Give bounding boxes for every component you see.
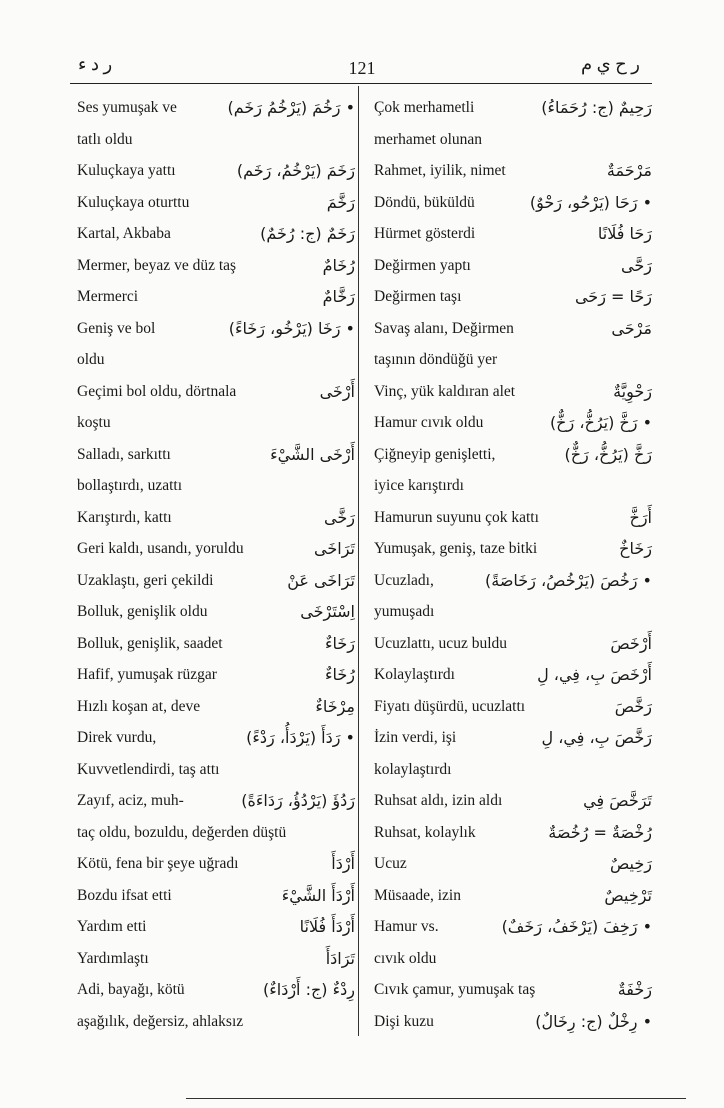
turkish-definition: İzin verdi, işi — [374, 729, 457, 746]
arabic-headword: رَخَّمَ — [326, 192, 355, 212]
turkish-definition: taç oldu, bozuldu, değerden düştü — [77, 823, 287, 841]
turkish-definition: Ruhsat aldı, izin aldı — [374, 792, 503, 809]
entry-line — [374, 848, 652, 880]
turkish-definition: Adi, bayağı, kötü — [77, 981, 185, 998]
turkish-definition: bollaştırdı, uzattı — [77, 477, 183, 494]
arabic-headword: رَخَمَ (يَرْخُمُ، رَخَم) — [236, 161, 355, 180]
entry-line — [77, 92, 355, 124]
entry-line — [77, 124, 355, 156]
entry-line — [77, 502, 355, 534]
turkish-definition: iyice karıştırdı — [374, 477, 464, 494]
turkish-definition: Salladı, sarkıttı — [77, 445, 171, 463]
entry-line — [77, 722, 355, 754]
turkish-definition: aşağılık, değersiz, ahlaksız — [77, 1012, 244, 1030]
entry-line — [374, 785, 652, 817]
arabic-headword: • رَدَأَ (يَرْدَأُ، رَدْءً) — [246, 728, 355, 747]
entry-line — [374, 659, 652, 691]
arabic-headword: رُخَاءٌ — [324, 665, 355, 684]
turkish-definition: Değirmen yaptı — [374, 256, 471, 274]
header-left-letters: ر د ء — [78, 54, 113, 74]
turkish-definition: kolaylaştırdı — [374, 760, 452, 778]
footer-rule — [186, 1098, 686, 1099]
arabic-headword: رَخَّصَ بِ، فِي، لِ — [541, 728, 652, 747]
entry-line — [374, 407, 652, 439]
page-number: 121 — [348, 58, 376, 78]
turkish-definition: Uzaklaştı, geri çekildi — [77, 571, 214, 589]
turkish-definition: Hafif, yumuşak rüzgar — [77, 666, 217, 683]
entry-line — [374, 565, 652, 597]
turkish-definition: Hamurun suyunu çok kattı — [374, 508, 539, 526]
arabic-headword: رُخْصَةٌ = رُخُصَةٌ — [548, 822, 652, 842]
entry-line — [374, 92, 652, 124]
entry-line — [77, 565, 355, 597]
turkish-definition: Bolluk, genişlik, saadet — [77, 634, 223, 652]
turkish-definition: Vinç, yük kaldıran alet — [374, 382, 516, 400]
arabic-headword: • رَخَّ (يَرُخُّ، رَخٌّ) — [549, 413, 652, 432]
turkish-definition: koştu — [77, 414, 111, 431]
turkish-definition: Fiyatı düşürdü, ucuzlattı — [374, 697, 526, 715]
turkish-definition: Yumuşak, geniş, taze bitki — [374, 540, 538, 557]
entry-line — [374, 596, 652, 628]
entry-line — [77, 754, 355, 786]
header-right-letters: ر ح ي م — [580, 54, 640, 74]
arabic-headword: رِدْءٌ (ج: أَرْدَاءٌ) — [262, 980, 355, 999]
entry-line — [374, 155, 652, 187]
turkish-definition: taşının döndüğü yer — [374, 351, 498, 368]
entry-line — [77, 155, 355, 187]
arabic-headword: • رِخْلٌ (ج: رِخَالٌ) — [535, 1011, 652, 1031]
turkish-definition: Yardım etti — [77, 918, 147, 935]
arabic-headword: تَرَادَأَ — [325, 948, 355, 968]
entry-line — [77, 281, 355, 313]
entry-line — [374, 974, 652, 1006]
turkish-definition: Kuvvetlendirdi, taş attı — [77, 760, 220, 778]
entry-line — [374, 691, 652, 723]
entry-line — [77, 943, 355, 975]
turkish-definition: Döndü, büküldü — [374, 193, 475, 211]
entry-line — [374, 281, 652, 313]
entry-line — [374, 187, 652, 219]
entry-line — [374, 124, 652, 156]
entry-line — [77, 848, 355, 880]
entry-line — [374, 1006, 652, 1038]
arabic-headword: • رَحَا (يَرْحُو، رَحْوٌ) — [529, 192, 652, 212]
entry-line — [374, 344, 652, 376]
turkish-definition: Kuluçkaya oturttu — [77, 193, 190, 211]
arabic-headword: رَخْفَةٌ — [617, 980, 652, 999]
arabic-headword: رَخِيصٌ — [609, 854, 652, 873]
turkish-definition: oldu — [77, 351, 105, 368]
turkish-definition: Hızlı koşan at, deve — [77, 697, 201, 715]
entry-line — [374, 722, 652, 754]
turkish-definition: Ruhsat, kolaylık — [374, 823, 476, 841]
turkish-definition: cıvık oldu — [374, 949, 437, 967]
entry-line — [77, 880, 355, 912]
arabic-headword: تَرَاخَى — [314, 539, 355, 558]
entry-line — [374, 817, 652, 849]
turkish-definition: Mermerci — [77, 288, 139, 305]
arabic-headword: أَرْخَصَ بِ، فِي، لِ — [537, 665, 652, 684]
arabic-headword: رَحَّى — [621, 255, 652, 275]
entry-line — [374, 754, 652, 786]
column-divider — [358, 86, 359, 1036]
turkish-definition: Zayıf, aciz, muh- — [77, 792, 184, 809]
turkish-definition: Geçimi bol oldu, dörtnala — [77, 382, 237, 400]
arabic-headword: أَرْدَأَ — [331, 854, 355, 873]
turkish-definition: Cıvık çamur, yumuşak taş — [374, 981, 536, 998]
arabic-headword: تَرَخَّصَ فِي — [583, 791, 652, 810]
turkish-definition: Hamur cıvık oldu — [374, 414, 484, 431]
turkish-definition: Hamur vs. — [374, 918, 439, 935]
turkish-definition: Geniş ve bol — [77, 319, 156, 337]
turkish-definition: Ucuzladı, — [374, 571, 434, 589]
entry-line — [374, 502, 652, 534]
turkish-definition: tatlı oldu — [77, 130, 133, 148]
turkish-definition: Karıştırdı, kattı — [77, 508, 172, 526]
entry-line — [77, 628, 355, 660]
arabic-headword: اِسْتَرْخَى — [300, 602, 355, 621]
turkish-definition: Mermer, beyaz ve düz taş — [77, 256, 237, 274]
turkish-definition: Yardımlaştı — [77, 949, 149, 967]
arabic-headword: رَدُؤَ (يَرْدُؤُ، رَدَاءَةً) — [241, 791, 355, 810]
entry-line — [77, 470, 355, 502]
turkish-definition: Bozdu ifsat etti — [77, 886, 172, 904]
arabic-headword: رُخَامٌ — [322, 255, 355, 275]
turkish-definition: Kolaylaştırdı — [374, 666, 455, 683]
arabic-headword: أَرَخَّ — [629, 507, 652, 527]
entry-line — [77, 439, 355, 471]
entry-line — [374, 470, 652, 502]
arabic-headword: تَرْخِيصٌ — [604, 885, 652, 905]
arabic-headword: رَخَاءٌ — [324, 633, 355, 653]
arabic-headword: • رَخِفَ (يَرْخَفُ، رَخَفٌ) — [501, 917, 652, 936]
arabic-headword: رَخَاخٌ — [619, 539, 652, 558]
right-column — [374, 92, 652, 1037]
arabic-headword: أَرْخَى — [319, 381, 355, 401]
entry-line — [77, 785, 355, 817]
turkish-definition: Direk vurdu, — [77, 729, 157, 746]
entry-line — [77, 1006, 355, 1038]
header-rule — [70, 83, 652, 84]
arabic-headword: تَرَاخَى عَنْ — [287, 570, 355, 590]
turkish-definition: Kartal, Akbaba — [77, 225, 171, 242]
turkish-definition: Rahmet, iyilik, nimet — [374, 162, 506, 179]
entry-line — [77, 596, 355, 628]
arabic-headword: مِرْخَاءٌ — [315, 696, 355, 716]
turkish-definition: Kötü, fena bir şeye uğradı — [77, 855, 239, 872]
entry-line — [77, 187, 355, 219]
arabic-headword: • رَخُصَ (يَرْخُصُ، رَخَاصَةً) — [485, 570, 652, 590]
turkish-definition: yumuşadı — [374, 603, 435, 620]
entry-line — [77, 344, 355, 376]
turkish-definition: Bolluk, genişlik oldu — [77, 603, 208, 620]
arabic-headword: أَرْخَى الشَّيْءَ — [270, 444, 355, 464]
entry-line — [77, 659, 355, 691]
turkish-definition: merhamet olunan — [374, 130, 483, 148]
entry-line — [374, 533, 652, 565]
arabic-headword: رَحْوِيَّةٌ — [613, 381, 652, 401]
arabic-headword: أَرْدَأَ فُلَانًا — [299, 917, 355, 936]
entry-line — [77, 218, 355, 250]
entry-line — [77, 250, 355, 282]
arabic-headword: رَحَا فُلَانًا — [597, 224, 652, 243]
turkish-definition: Ses yumuşak ve — [77, 99, 177, 116]
arabic-headword: • رَخُمَ (يَرْخُمُ رَخَم) — [227, 98, 355, 117]
entry-line — [374, 313, 652, 345]
arabic-headword: رَخَّامٌ — [322, 287, 355, 306]
arabic-headword: رَخَّصَ — [614, 696, 652, 716]
turkish-definition: Ucuz — [374, 855, 407, 872]
arabic-headword: رَخَمٌ (ج: رُخَمٌ) — [260, 224, 355, 243]
left-column — [77, 92, 355, 1037]
turkish-definition: Çok merhametli — [374, 99, 475, 116]
turkish-definition: Savaş alanı, Değirmen — [374, 319, 514, 337]
turkish-definition: Müsaade, izin — [374, 886, 461, 904]
arabic-headword: مَرْحَمَةٌ — [606, 161, 652, 180]
entry-line — [77, 911, 355, 943]
turkish-definition: Değirmen taşı — [374, 288, 462, 305]
arabic-headword: رَخَّى — [324, 507, 355, 527]
arabic-headword: أَرْخَصَ — [610, 633, 652, 653]
entry-line — [374, 250, 652, 282]
entry-line — [77, 817, 355, 849]
turkish-definition: Ucuzlattı, ucuz buldu — [374, 634, 507, 652]
entry-line — [374, 376, 652, 408]
entry-line — [374, 911, 652, 943]
entry-line — [374, 218, 652, 250]
entry-line — [374, 880, 652, 912]
arabic-headword: • رَخَا (يَرْخُو، رَخَاءً) — [228, 318, 355, 338]
turkish-definition: Dişi kuzu — [374, 1012, 434, 1030]
arabic-headword: أَرْدَأَ الشَّيْءَ — [281, 885, 355, 905]
arabic-headword: رَحِيمٌ (ج: رُحَمَاءُ) — [541, 98, 652, 117]
entry-line — [77, 376, 355, 408]
arabic-headword: رَحًا = رَحَى — [574, 287, 652, 306]
entry-line — [77, 691, 355, 723]
arabic-headword: رَخَّ (يَرُخُّ، رَخٌّ) — [564, 444, 652, 464]
entry-line — [374, 943, 652, 975]
entry-line — [77, 407, 355, 439]
entry-line — [77, 313, 355, 345]
entry-line — [374, 628, 652, 660]
entry-line — [77, 974, 355, 1006]
turkish-definition: Çiğneyip genişletti, — [374, 445, 496, 463]
entry-line — [374, 439, 652, 471]
entry-line — [77, 533, 355, 565]
turkish-definition: Kuluçkaya yattı — [77, 162, 176, 179]
turkish-definition: Geri kaldı, usandı, yoruldu — [77, 540, 244, 557]
arabic-headword: مَرْحَى — [611, 318, 652, 338]
turkish-definition: Hürmet gösterdi — [374, 225, 476, 242]
